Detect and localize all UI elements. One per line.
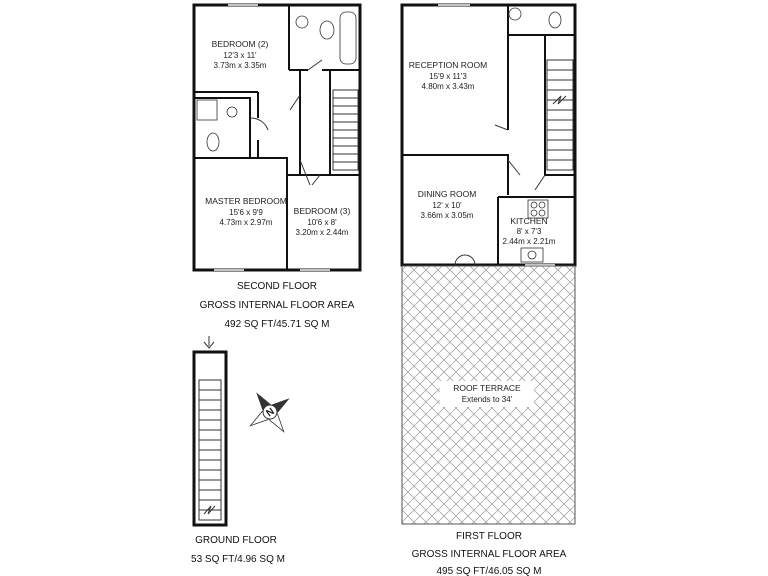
first-floor-plan bbox=[402, 5, 575, 576]
second-floor-plan bbox=[194, 5, 360, 330]
second-floor-landing-wall bbox=[300, 70, 330, 175]
bedroom3-name: BEDROOM (3) bbox=[293, 206, 351, 216]
bedroom2-dim-metric: 3.73m x 3.35m bbox=[213, 61, 267, 70]
bedroom2-dim-imperial: 12'3 x 11' bbox=[223, 51, 257, 60]
bedroom3-dim-metric: 3.20m x 2.44m bbox=[295, 228, 349, 237]
second-floor-caption: SECOND FLOOR bbox=[236, 281, 318, 292]
reception-room-name: RECEPTION ROOM bbox=[408, 60, 488, 70]
bedroom2-name: BEDROOM (2) bbox=[211, 39, 269, 49]
first-floor-caption: FIRST FLOOR bbox=[456, 531, 522, 542]
first-floor-outer-wall bbox=[402, 5, 575, 265]
first-floor-windows bbox=[438, 5, 555, 265]
reception-room-dim-imperial: 15'9 x 11'3 bbox=[429, 72, 467, 81]
dining-room-dim-imperial: 12' x 10' bbox=[432, 201, 462, 210]
second-floor-gia-label: GROSS INTERNAL FLOOR AREA bbox=[199, 300, 355, 311]
first-floor-stair-wall bbox=[508, 35, 575, 175]
kitchen-name: KITCHEN bbox=[510, 216, 548, 226]
ground-floor-caption: GROUND FLOOR bbox=[195, 535, 277, 546]
first-floor-area: 495 SQ FT/46.05 SQ M bbox=[436, 566, 542, 576]
compass-north-icon bbox=[237, 379, 304, 446]
dining-room-name: DINING ROOM bbox=[417, 189, 477, 199]
ground-floor-area: 53 SQ FT/4.96 SQ M bbox=[191, 554, 285, 565]
second-floor-stairs bbox=[333, 90, 358, 170]
kitchen-dim-metric: 2.44m x 2.21m bbox=[502, 237, 556, 246]
entrance-arrow-icon bbox=[204, 336, 214, 348]
master-bedroom-dim-imperial: 15'6 x 9'9 bbox=[229, 208, 263, 217]
kitchen-dim-imperial: 8' x 7'3 bbox=[516, 227, 542, 236]
ground-floor-stairs bbox=[199, 380, 221, 520]
compass-letter: N bbox=[264, 406, 277, 420]
master-bedroom-name: MASTER BEDROOM bbox=[205, 196, 287, 206]
first-floor-stairs bbox=[547, 60, 573, 170]
second-floor-bathroom-fixtures bbox=[197, 12, 356, 151]
master-bedroom-dim-metric: 4.73m x 2.97m bbox=[219, 218, 273, 227]
dining-room-dim-metric: 3.66m x 3.05m bbox=[420, 211, 474, 220]
reception-room-dim-metric: 4.80m x 3.43m bbox=[421, 82, 475, 91]
ground-floor-plan bbox=[191, 336, 285, 565]
first-floor-gia-label: GROSS INTERNAL FLOOR AREA bbox=[411, 549, 567, 560]
roof-terrace-note: Extends to 34' bbox=[461, 395, 513, 404]
second-floor-area: 492 SQ FT/45.71 SQ M bbox=[224, 319, 330, 330]
roof-terrace-name: ROOF TERRACE bbox=[453, 383, 521, 393]
bedroom3-dim-imperial: 10'6 x 8' bbox=[307, 218, 337, 227]
